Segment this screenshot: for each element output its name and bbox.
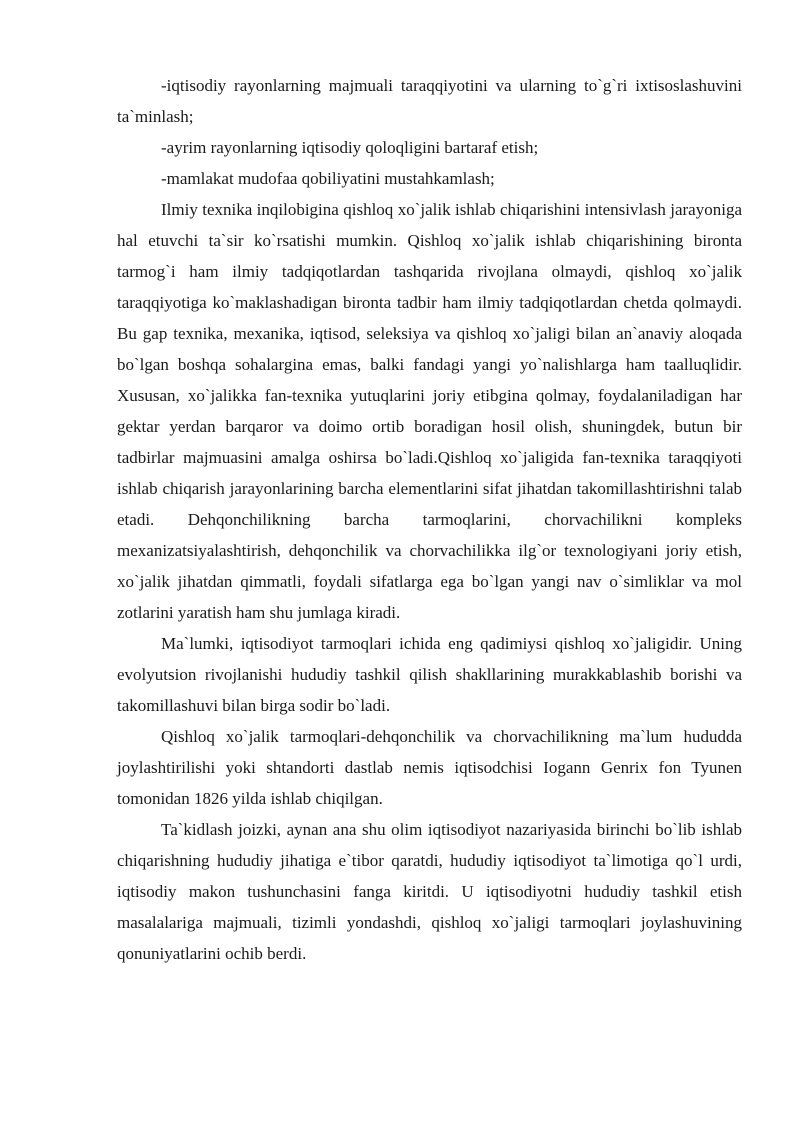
paragraph-7: Ta`kidlash joizki, aynan ana shu olim iqtisodiyot nazariyasida birinchi bo`lib ishlab chiqarishning hududiy jihatiga e`tibor qaratdi, hududiy iqtisodiyot ta`limotiga qo`l urdi, iqtisodiy makon tushunchasini fanga kiritdi. U iqtisodiyotni hududiy tashkil etish masalalariga majmuali, tizimli yondashdi, qishloq xo`jaligi tarmoqlari joylashuvining qonuniyatlarini ochib berdi. — [117, 820, 742, 963]
paragraph-5: Ma`lumki, iqtisodiyot tarmoqlari ichida eng qadimiysi qishloq xo`jaligidir. Uning evolyutsion rivojlanishi hududiy tashkil qilish shakllarining murakkablashib borishi va takomillashuvi bilan birga sodir bo`ladi. — [117, 634, 742, 715]
paragraph-3: -mamlakat mudofaa qobiliyatini mustahkamlash; — [161, 169, 495, 188]
paragraph-4: Ilmiy texnika inqilobigina qishloq xo`jalik ishlab chiqarishini intensivlash jarayoniga hal etuvchi ta`sir ko`rsatishi mumkin. Qishloq xo`jalik ishlab chiqarishining bironta tarmog`i ham ilmiy tadqiqotlardan tashqarida rivojlana olmaydi, qishloq xo`jalik taraqqiyotiga ko`maklashadigan bironta tadbir ham ilmiy tadqiqotlardan chetda qolmaydi. Bu gap texnika, mexanika, iqtisod, seleksiya va qishloq xo`jaligi bilan an`anaviy aloqada bo`lgan boshqa sohalargina emas, balki fandagi yangi yo`nalishlarga ham taalluqlidir. Xususan, xo`jalikka fan-texnika yutuqlarini joriy etibgina qolmay, foydalaniladigan har gektar yerdan barqaror va doimo ortib boradigan hosil olish, shuningdek, butun bir tadbirlar majmuasini amalga oshirsa bo`ladi.Qishloq xo`jaligida fan-texnika taraqqiyoti ishlab chiqarish jarayonlarining barcha elementlarini sifat jihatdan takomillashtirishni talab etadi. Dehqonchilikning barcha tarmoqlarini, chorvachilikni kompleks mexanizatsiyalashtirish, dehqonchilik va chorvachilikka ilg`or texnologiyani joriy etish, xo`jalik jihatdan qimmatli, foydali sifatlarga ega bo`lgan yangi nav o`simliklar va mol zotlarini yaratish ham shu jumlaga kiradi. — [117, 200, 742, 622]
paragraph-1: -iqtisodiy rayonlarning majmuali taraqqiyotini va ularning to`g`ri ixtisoslashuvini ta`minlash; — [117, 76, 742, 126]
document-page — [117, 70, 742, 969]
paragraph-2: -ayrim rayonlarning iqtisodiy qoloqligini bartaraf etish; — [161, 138, 539, 157]
paragraph-6: Qishloq xo`jalik tarmoqlari-dehqonchilik va chorvachilikning ma`lum hududda joylashtirilishi yoki shtandorti dastlab nemis iqtisodchisi Iogann Genrix fon Tyunen tomonidan 1826 yilda ishlab chiqilgan. — [117, 727, 742, 808]
